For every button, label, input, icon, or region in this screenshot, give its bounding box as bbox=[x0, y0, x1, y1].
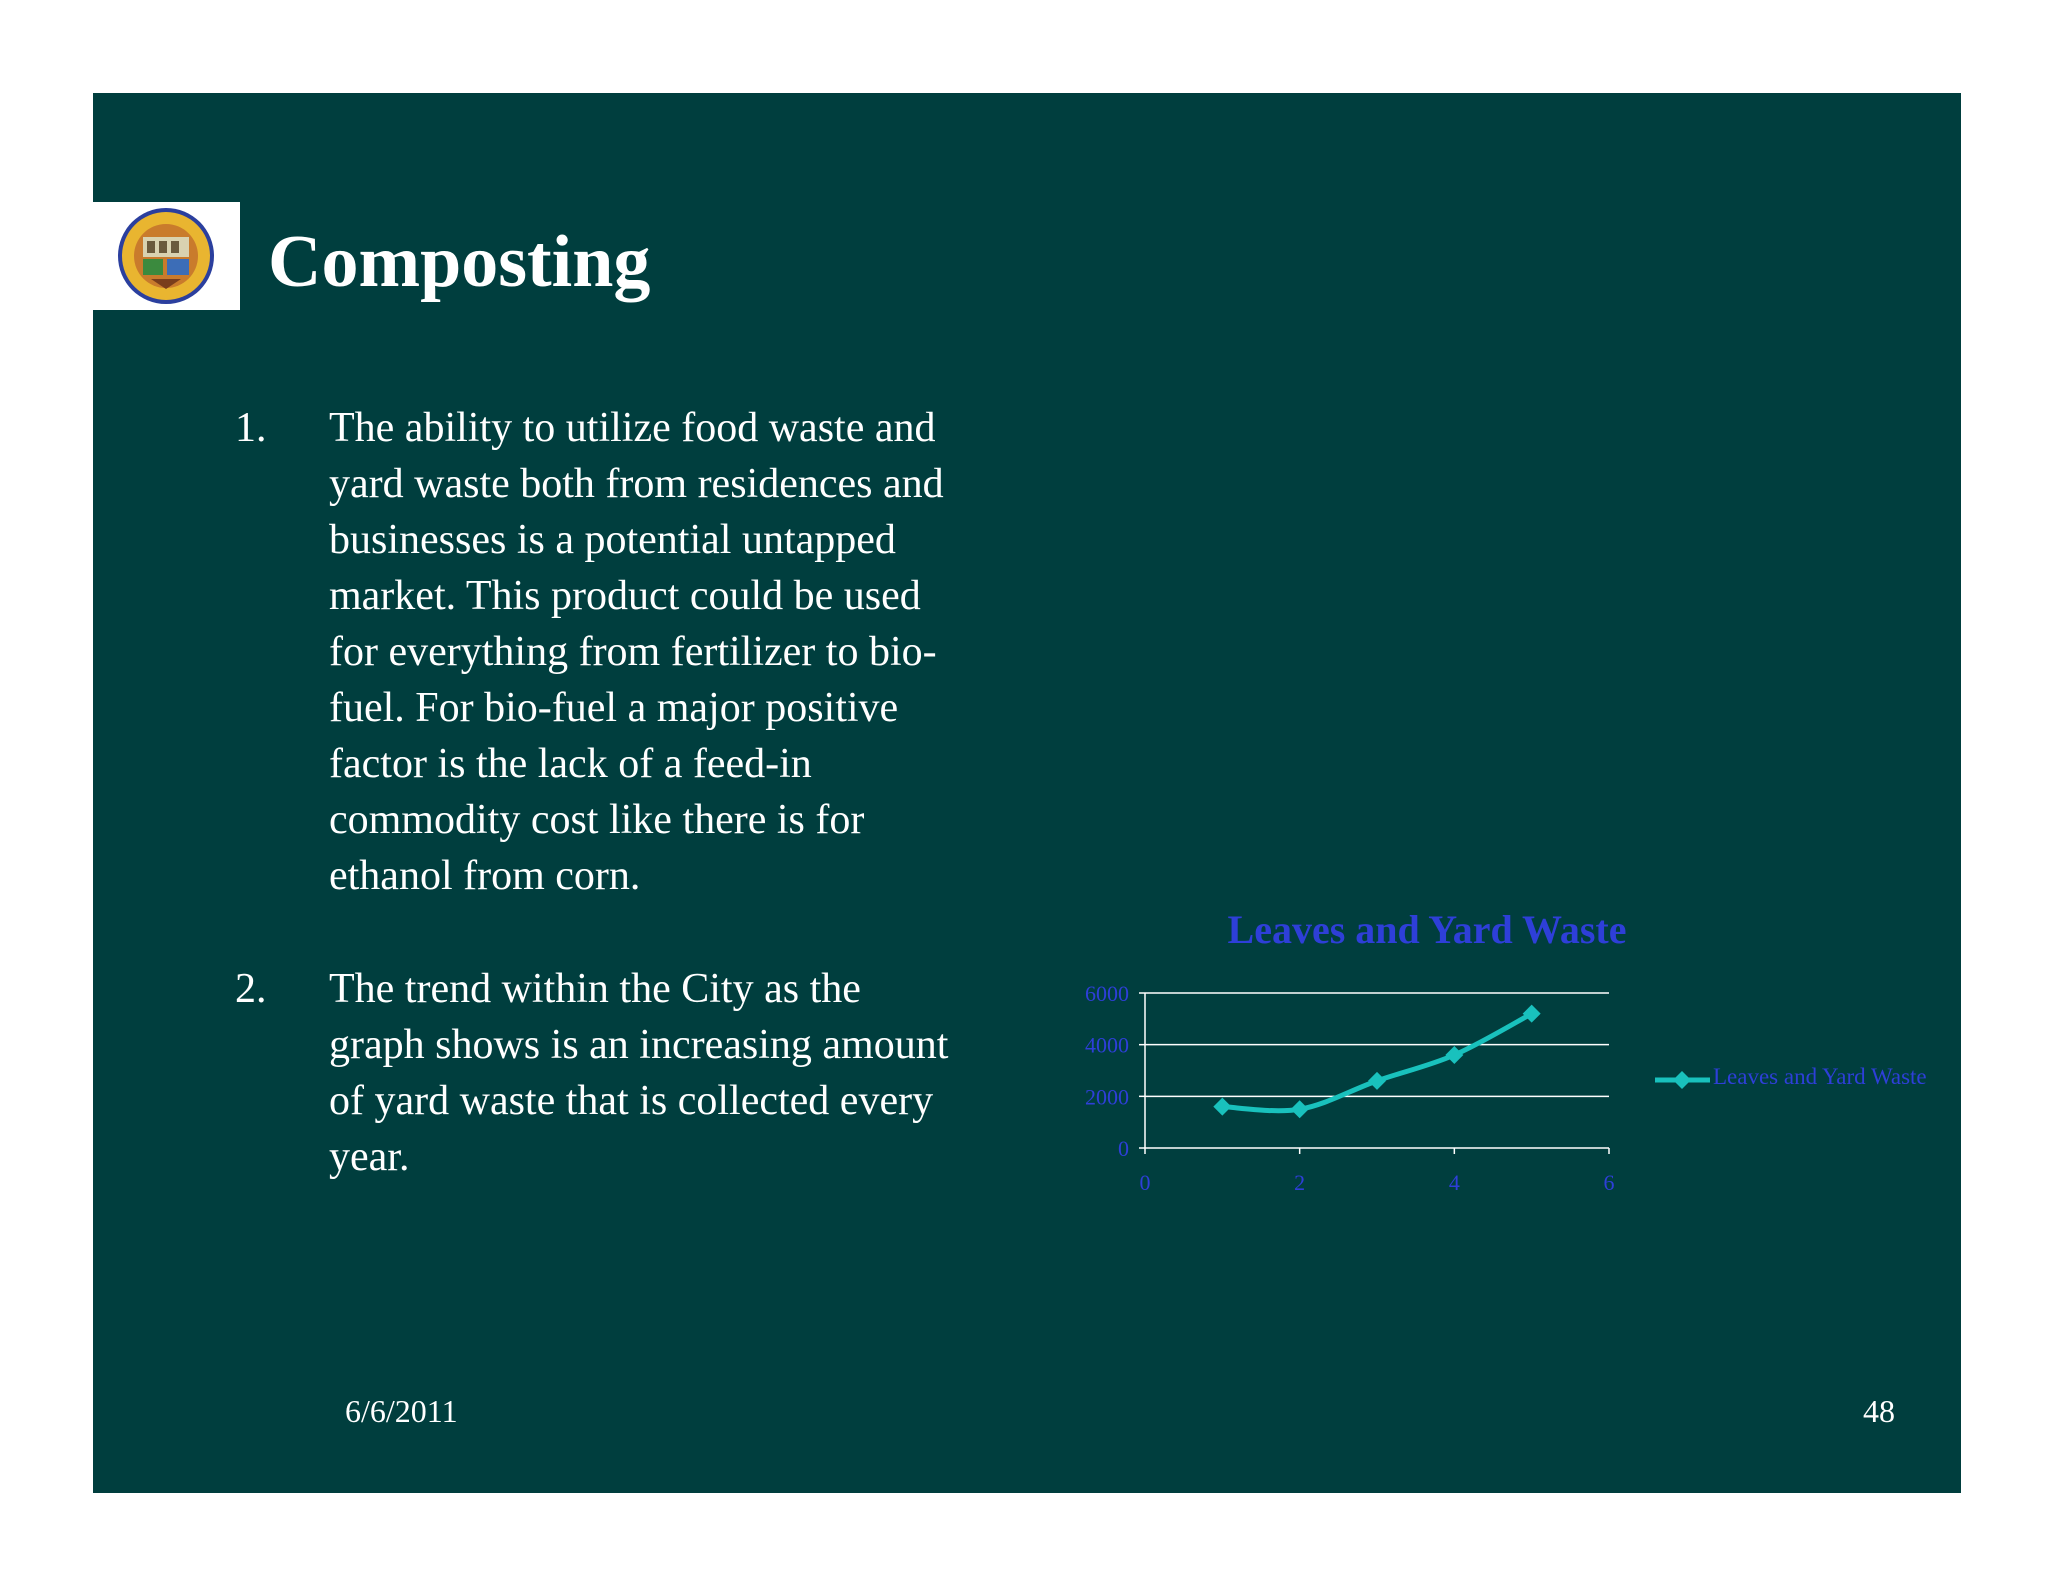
text-line: commodity cost like there is for bbox=[329, 797, 865, 843]
text-line: yard waste both from residences and bbox=[329, 461, 944, 507]
x-tick-label: 0 bbox=[1139, 1170, 1151, 1195]
text-line: The ability to utilize food waste and bbox=[329, 405, 936, 451]
slide-date: 6/6/2011 bbox=[345, 1393, 458, 1429]
x-tick-label: 4 bbox=[1448, 1170, 1460, 1195]
text-line: market. This product could be used bbox=[329, 573, 921, 619]
text-line: businesses is a potential untapped bbox=[329, 517, 896, 563]
page-number: 48 bbox=[1863, 1393, 1895, 1429]
legend-label: Leaves and Yard Waste bbox=[1713, 1064, 1927, 1089]
list-item-number: 1. bbox=[235, 405, 267, 451]
text-line: of yard waste that is collected every bbox=[329, 1078, 934, 1124]
text-line: for everything from fertilizer to bio- bbox=[329, 629, 937, 675]
y-tick-label: 0 bbox=[1118, 1136, 1129, 1161]
y-tick-label: 2000 bbox=[1085, 1084, 1129, 1110]
text-line: graph shows is an increasing amount bbox=[329, 1022, 949, 1068]
slide-title: Composting bbox=[268, 221, 651, 303]
x-tick-label: 6 bbox=[1603, 1170, 1615, 1195]
data-point bbox=[1445, 1046, 1463, 1064]
data-point bbox=[1368, 1072, 1386, 1090]
text-line: fuel. For bio-fuel a major positive bbox=[329, 685, 899, 731]
text-line: ethanol from corn. bbox=[329, 853, 641, 899]
legend-marker bbox=[1673, 1071, 1691, 1089]
y-tick-label: 4000 bbox=[1085, 1032, 1129, 1058]
chart-title: Leaves and Yard Waste bbox=[1227, 907, 1627, 952]
data-point bbox=[1291, 1100, 1309, 1118]
slide bbox=[93, 93, 1961, 1493]
data-point bbox=[1213, 1098, 1231, 1116]
x-tick-label: 2 bbox=[1294, 1170, 1306, 1195]
line-chart bbox=[93, 93, 1961, 1493]
text-line: The trend within the City as the bbox=[329, 966, 861, 1012]
text-line: year. bbox=[329, 1134, 410, 1180]
list-item-number: 2. bbox=[235, 966, 267, 1012]
y-tick-label: 6000 bbox=[1085, 981, 1129, 1006]
text-line: factor is the lack of a feed-in bbox=[329, 741, 812, 787]
